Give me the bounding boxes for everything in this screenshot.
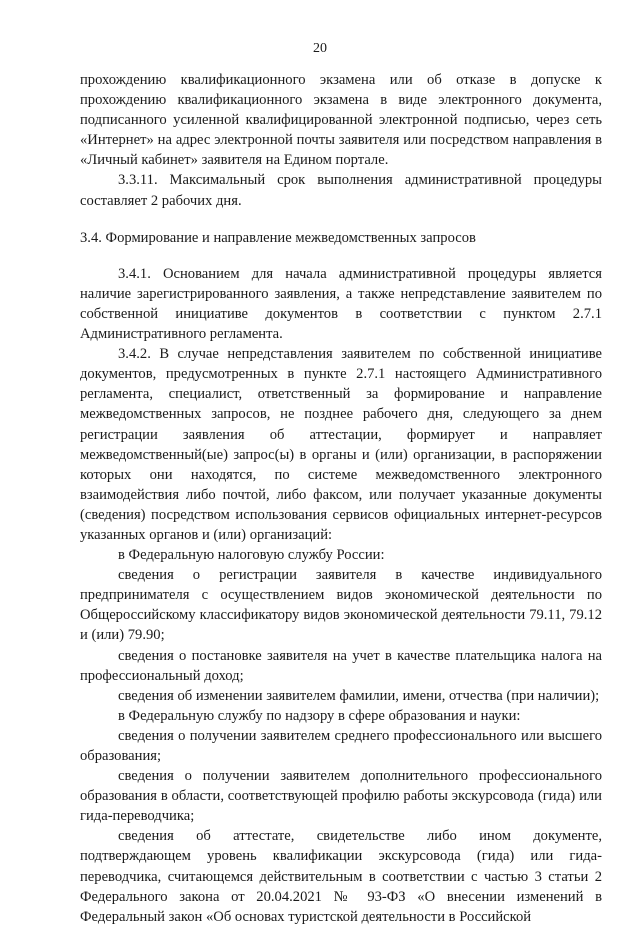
paragraph-3-3-11: 3.3.11. Максимальный срок выполнения административной процедуры составляет 2 рабочих дня. (80, 172, 602, 209)
paragraph-fns-heading: в Федеральную налоговую службу России: (118, 547, 385, 564)
paragraph-obrnadzor-heading: в Федеральную службу по надзору в сфере образования и науки: (118, 707, 521, 724)
paragraph-3-4-1: 3.4.1. Основанием для начала административной процедуры является наличие зарегистрированного заявления, а также непредставление заявителем по собственной инициативе документов в соответствии с пунктом 2.7.1 Административного регламента. (80, 265, 602, 343)
paragraph-obrnadzor-item-2: сведения о получении заявителем дополнительного профессионального образования в области, соответствующей профилю работы экскурсовода (гида) или гида-переводчика; (80, 768, 602, 825)
paragraph-3-4-2: 3.4.2. В случае непредставления заявителем по собственной инициативе документов, предусмотренных в пункте 2.7.1 настоящего Административного регламента, специалист, ответственный за формирование и направление межведомственных запросов, не позднее рабочего дня, следующего за днем регистрации заявления об аттестации, формирует и направляет межведомственный(ые) запрос(ы) в органы и (или) организации, в распоряжении которых они находятся, по системе межведомственного электронного взаимодействия либо почтой, либо факсом, или получает указанные документы (сведения) посредством использования сервисов официальных интернет-ресурсов указанных органов и (или) организаций: (80, 346, 602, 543)
paragraph-fns-item-1: сведения о регистрации заявителя в качестве индивидуального предпринимателя с осуществлением видов экономической деятельности по Общероссийскому классификатору видов экономической деятельности 79.11, 79.12 и (или) 79.90; (80, 567, 602, 644)
section-heading: 3.4. Формирование и направление межведомственных запросов (80, 229, 476, 246)
paragraph-obrnadzor-item-1: сведения о получении заявителем среднего профессионального или высшего образования; (80, 727, 602, 764)
paragraph-fns-item-3: сведения об изменении заявителем фамилии, имени, отчества (при наличии); (118, 687, 600, 704)
paragraph-continuation: прохождению квалификационного экзамена или об отказе в допуске к прохождению квалификационного экзамена в виде электронного документа, подписанного усиленной квалифицированной электронной подписью, через сеть «Интернет» на адрес электронной почты заявителя или посредством направления в «Личный кабинет» заявителя на Едином портале. (80, 72, 602, 169)
paragraph-obrnadzor-item-3: сведения об аттестате, свидетельстве либо ином документе, подтверждающем уровень квалификации экскурсовода (гида) или гида-переводчика, считающемся действительным в соответствии с частью 3 статьи 2 Федерального закона от 20.04.2021 № 93-ФЗ «О внесении изменений в Федеральный закон «Об основах туристской деятельности в Российской (80, 828, 602, 925)
page-number: 20 (313, 41, 327, 56)
document-body (80, 70, 602, 927)
paragraph-fns-item-2: сведения о постановке заявителя на учет в качестве плательщика налога на профессиональный доход; (80, 647, 602, 684)
